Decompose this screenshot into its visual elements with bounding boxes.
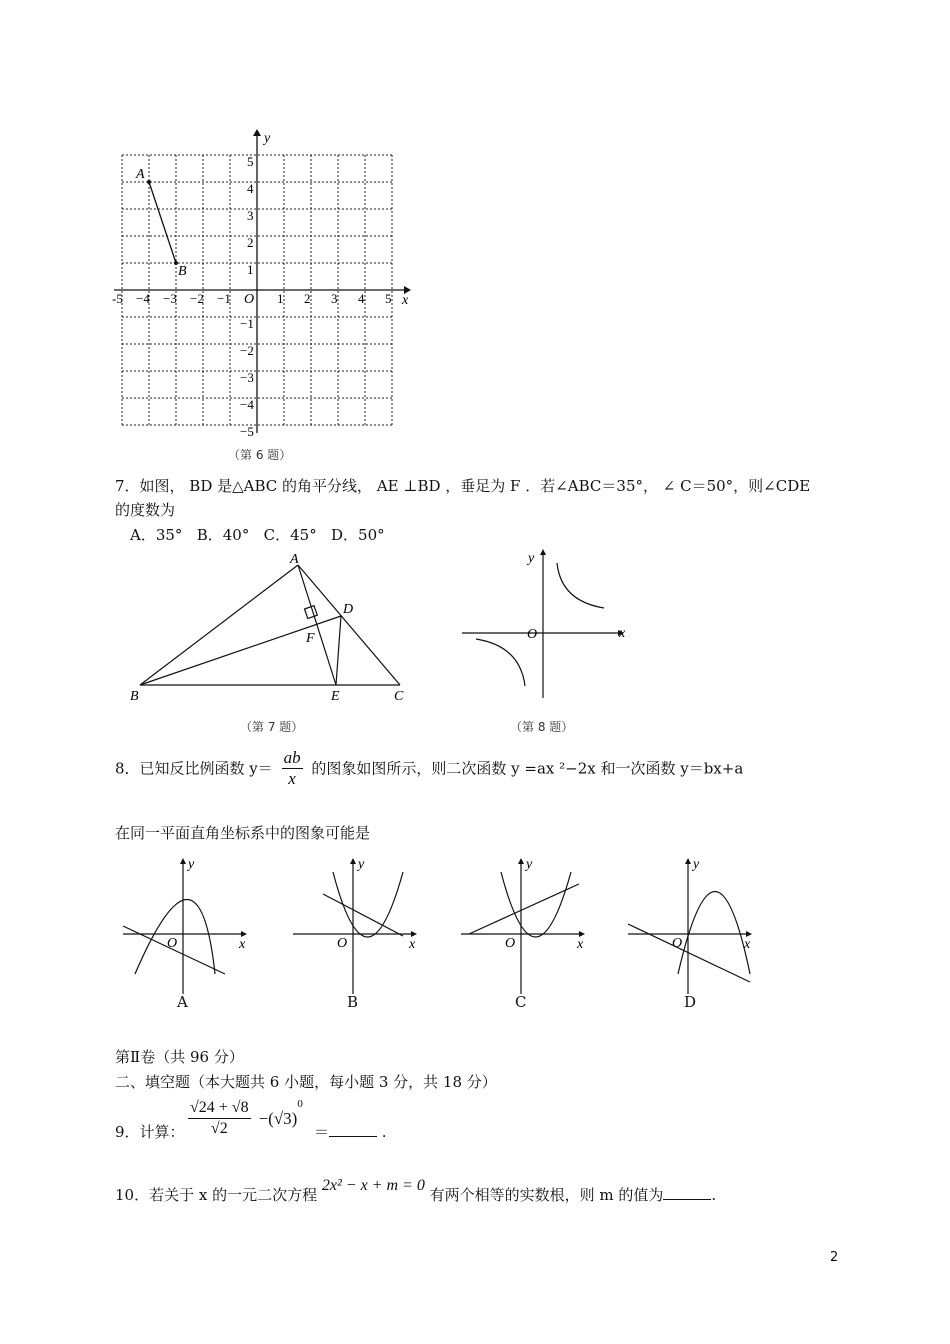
choice-b-graph [285,852,430,1012]
choice-a-label: A [177,993,188,1011]
answer-blank[interactable] [663,1185,711,1200]
x-axis-label: x [619,626,626,641]
figure-6-caption: （第 6 题） [228,448,292,462]
origin-label: O [167,936,178,951]
origin-label: O [337,936,348,951]
question-10-end: . [711,1186,717,1204]
y-axis-arrow [350,858,356,864]
choice-b-label: B [347,993,359,1011]
figure-8-hyperbola [458,546,638,706]
y-axis-arrow [180,858,186,864]
y-tick-label: 3 [247,208,254,223]
point-a-label: A [136,167,145,182]
figure-7-caption: （第 7 题） [240,720,304,734]
figure-8-caption: （第 8 题） [510,720,574,734]
y-tick-label: −3 [240,370,254,385]
origin-label: O [527,627,538,642]
y-axis-label: y [693,857,700,872]
segment-ab [149,182,176,263]
y-axis-arrow [518,858,524,864]
point-a [147,180,151,184]
y-axis-arrow [685,858,691,864]
question-10-equation: 2x² − x + m = 0 [321,1177,425,1194]
y-tick-label: −2 [240,343,254,358]
origin-label: O [505,936,516,951]
choice-c-graph [453,852,598,1012]
figure-6-grid [108,128,428,463]
choice-d-label: D [684,993,697,1011]
question-10-suffix: 有两个相等的实数根，则 m 的值为 [429,1186,664,1204]
y-tick-label: 5 [247,154,254,169]
origin-label: O [672,936,683,951]
x-tick-label: −4 [136,291,150,306]
choice-d-graph [620,852,765,1012]
y-tick-label: 2 [247,235,254,250]
expression-fraction [188,1098,251,1139]
question-9-equals: ＝ [314,1123,330,1141]
parabola [678,892,750,975]
side-ab [140,565,298,685]
point-f-label: F [306,631,315,646]
y-tick-label: 1 [247,262,254,277]
x-tick-label: 2 [304,291,311,306]
y-axis-label: y [264,131,271,146]
x-tick-label: −3 [163,291,177,306]
section-fill-in-title: 二、填空题（本大题共 6 小题，每小题 3 分，共 18 分） [115,1073,497,1091]
bisector-bd [140,616,341,685]
expression-exponent: 0 [297,1098,303,1110]
point-e-label: E [331,689,340,704]
expression-tail: −(√3) [258,1108,298,1128]
question-7-line-1: 7．如图， BD 是△ABC 的角平分线， AE ⊥BD ，垂足为 F ．若∠ABC＝35°， ∠ C＝50°，则∠CDE [115,477,811,495]
page-number: 2 [830,1250,839,1265]
origin-label: O [244,292,255,307]
question-8-prefix: 8．已知反比例函数 y＝ [115,759,273,778]
question-7-line-2: 的度数为 [115,501,176,519]
y-axis-arrow [540,549,546,555]
figure-7-triangle [128,550,418,710]
question-8-line-2: 在同一平面直角坐标系中的图象可能是 [115,824,371,842]
x-axis-label: x [402,293,409,308]
part-2-title: 第Ⅱ卷（共 96 分） [115,1048,244,1066]
expression-numerator: √24 + √8 [188,1098,251,1119]
x-axis-label: x [744,937,751,952]
segment-de [336,616,341,685]
vertex-a-label: A [290,552,299,567]
x-tick-label: 5 [385,291,392,306]
question-7-options: A．35° B．40° C．45° D．50° [130,526,385,544]
choice-c-label: C [515,993,527,1011]
x-axis-label: x [409,937,416,952]
y-tick-label: 4 [247,181,254,196]
segment-ae [298,565,336,685]
y-axis-label: y [528,551,535,566]
axes [114,134,404,433]
x-tick-label: −1 [217,291,231,306]
y-tick-label: −1 [240,316,254,331]
x-tick-label: 4 [358,291,365,306]
expression-denominator: √2 [210,1120,228,1137]
y-axis-label: y [358,857,365,872]
hyperbola-branch-q3 [476,639,525,686]
parabola [501,872,571,937]
vertex-b-label: B [130,689,139,704]
question-10-prefix: 10．若关于 x 的一元二次方程 [115,1186,318,1204]
y-axis-label: y [188,857,195,872]
y-axis-label: y [526,857,533,872]
x-tick-label: −2 [190,291,204,306]
question-8-suffix: 的图象如图所示，则二次函数 y =ax ²−2x 和一次函数 y＝bx+a [311,759,744,778]
y-axis-arrow [253,129,261,136]
question-9-end: . [377,1123,387,1141]
question-9-expression [188,1098,303,1139]
vertex-c-label: C [394,689,404,704]
hyperbola-branch-q1 [557,563,604,608]
x-tick-label: 3 [331,291,338,306]
x-axis-label: x [577,937,584,952]
fraction-numerator: ab [283,748,301,767]
x-tick-label: 1 [277,291,284,306]
question-8-line-1 [115,748,743,789]
x-axis-label: x [239,937,246,952]
point-d-label: D [343,602,354,617]
question-9-prefix: 9．计算： [115,1123,185,1141]
fraction-ab-over-x [282,748,303,789]
answer-blank[interactable] [329,1122,377,1137]
choice-a-graph [115,852,260,1012]
straight-line [469,884,579,934]
question-9-answer [314,1122,387,1142]
y-tick-label: −4 [240,397,254,412]
point-b-label: B [178,264,187,279]
y-tick-label: −5 [240,424,254,439]
fraction-denominator: x [288,769,296,788]
straight-line [323,894,403,936]
x-tick-label: -5 [112,291,123,306]
question-10 [115,1177,717,1206]
